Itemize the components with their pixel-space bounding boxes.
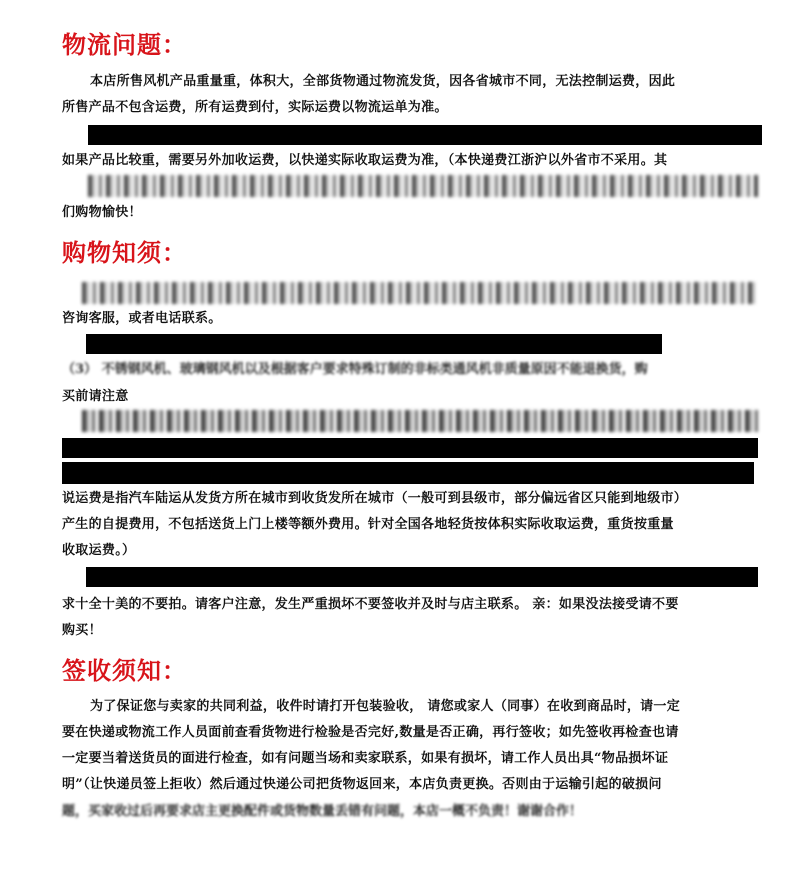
redaction-bar (62, 438, 758, 458)
logistics-line-1: 本店所售风机产品重量重，体积大，全部货物通过物流发货，因各省城市不同，无法控制运费，因此 (90, 74, 676, 89)
blurred-line (82, 410, 758, 432)
shopping-line-3: 买前请注意 (62, 389, 129, 404)
shopping-line-1: 咨询客服，或者电话联系。 (62, 311, 222, 326)
signing-line-5-blurred: 题，买家收过后再要求店主更换配件或货物数量丢错有问题，本店一概不负责！谢谢合作！ (62, 804, 583, 819)
shopping-line-4: 说运费是指汽车陆运从发货方所在城市到收货发所在城市（一般可到县级市，部分偏远省区只能到地级市） (62, 491, 688, 506)
shopping-line-5: 产生的自提费用，不包括送货上门上楼等额外费用。针对全国各地轻货按体积实际收取运费，重货按重量 (62, 517, 674, 532)
redaction-bar (62, 462, 754, 484)
shopping-line-6: 收取运费。） (62, 543, 136, 558)
signing-line-4: 明”（让快递员签上拒收）然后通过快递公司把货物返回来，本店负责更换。否则由于运输引起的破损问 (62, 777, 662, 792)
logistics-line-4: 们购物愉快！ (62, 205, 142, 220)
signing-line-3: 一定要当着送货员的面进行检查，如有问题当场和卖家联系，如果有损坏，请工作人员出具“物品损坏证 (62, 751, 669, 766)
redaction-bar (86, 334, 662, 354)
redaction-bar (86, 567, 758, 587)
redaction-bar (88, 125, 762, 145)
signing-line-1: 为了保证您与卖家的共同利益，收件时请打开包装验收， 请您或家人（同事）在收到商品时，请一定 (90, 699, 681, 714)
shopping-line-2-blurred: （3） 不锈钢风机、玻璃钢风机以及根据客户要求特殊订制的非标类通风机非质量原因不能退换货，购 (62, 362, 648, 377)
heading-signing: 签收须知： (62, 656, 187, 685)
heading-logistics: 物流问题： (62, 30, 187, 59)
shopping-line-7: 求十全十美的不要拍。请客户注意，发生严重损坏不要签收并及时与店主联系。 亲：如果没法接受请不要 (62, 597, 679, 612)
logistics-line-3: 如果产品比较重，需要另外加收运费，以快递实际收取运费为准，（本快递费江浙沪以外省市不采用。其 (62, 153, 668, 168)
shopping-line-8: 购买！ (62, 623, 102, 638)
logistics-line-2: 所售产品不包含运费，所有运费到付，实际运费以物流运单为准。 (62, 100, 448, 115)
blurred-line (88, 175, 758, 197)
heading-shopping: 购物知须： (62, 238, 187, 267)
blurred-line (82, 282, 756, 304)
signing-line-2: 要在快递或物流工作人员面前查看货物进行检验是否完好,数量是否正确，再行签收；如先签收再检查也请 (62, 725, 679, 740)
